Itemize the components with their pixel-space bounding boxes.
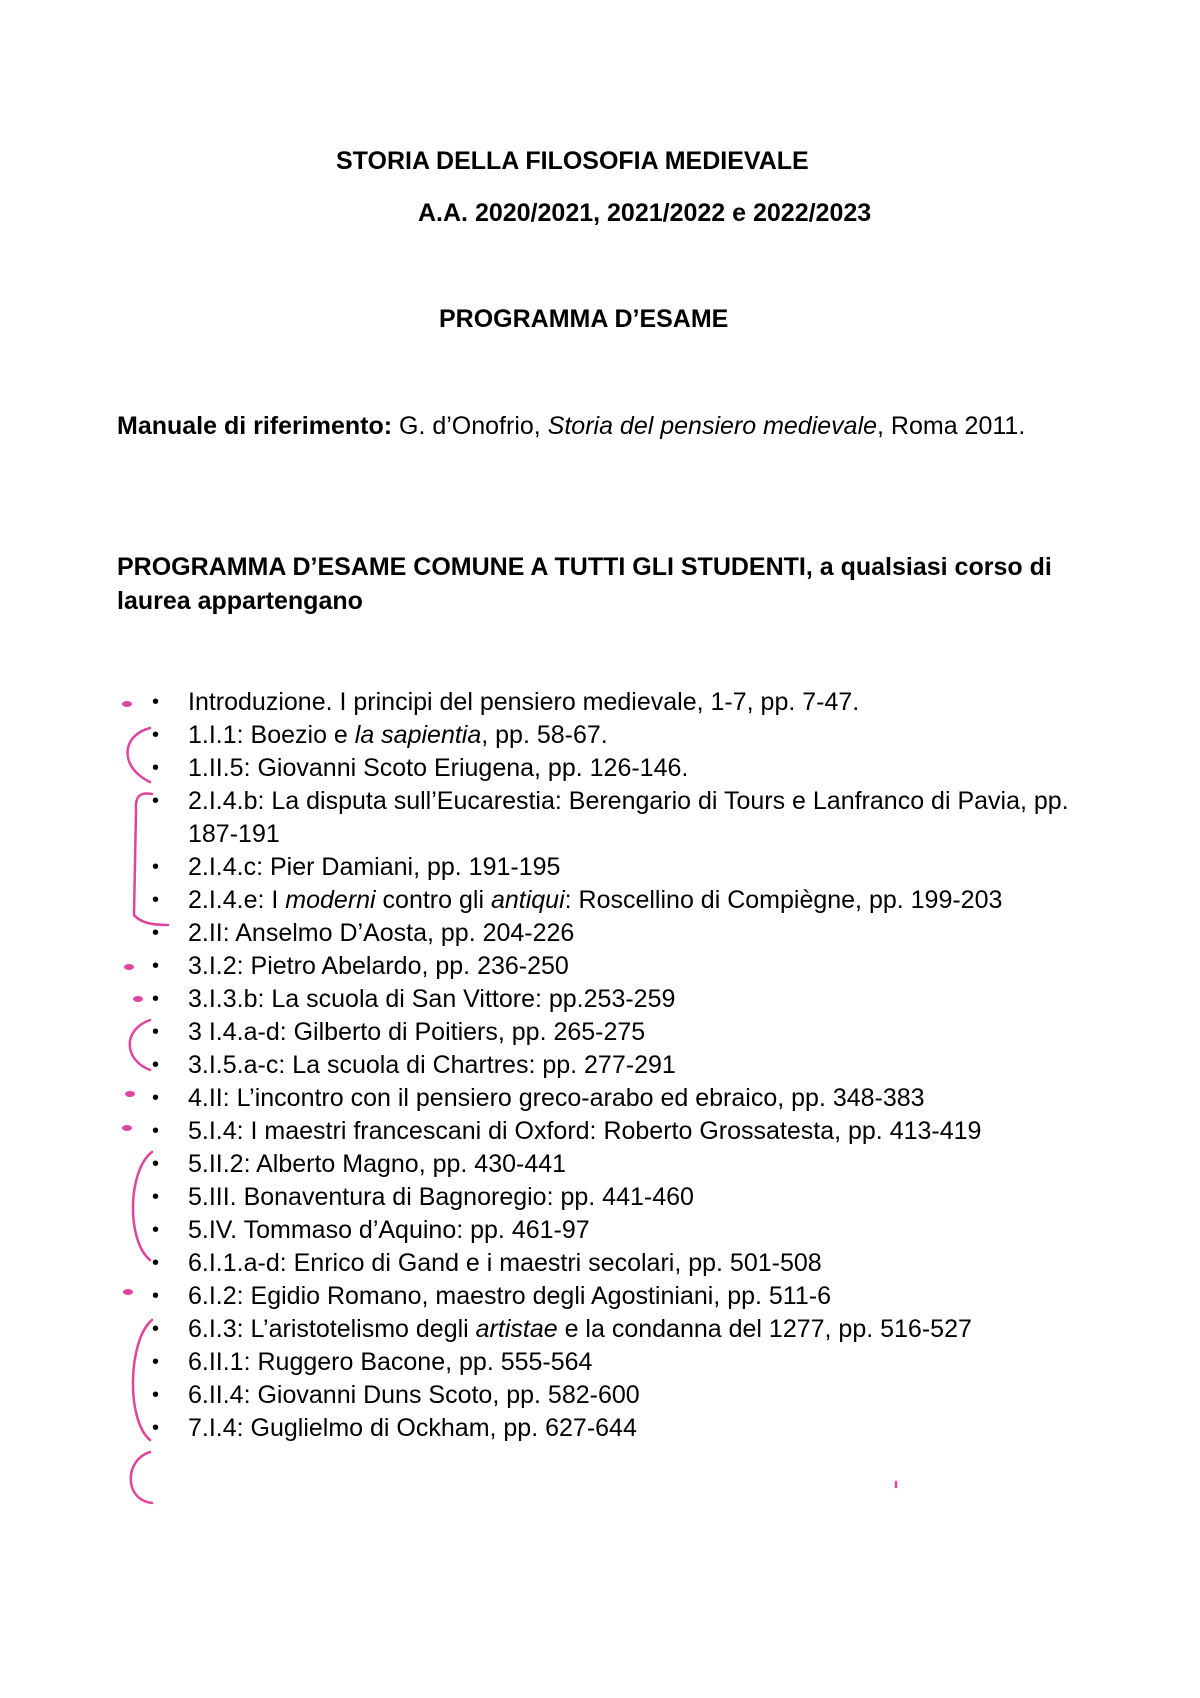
list-item: • 5.I.4: I maestri francescani di Oxford: Roberto Grossatesta, pp. 413-419 [0, 1115, 1074, 1148]
exam-topic-list [0, 686, 1074, 1445]
list-item: • 6.I.1.a-d: Enrico di Gand e i maestri secolari, pp. 501-508 [0, 1247, 1074, 1280]
bullet-icon: • [152, 955, 160, 977]
list-item: • 1.II.5: Giovanni Scoto Eriugena, pp. 126-146. [0, 752, 1074, 785]
list-item: • 2.II: Anselmo D’Aosta, pp. 204-226 [0, 917, 1074, 950]
bullet-icon: • [152, 790, 160, 812]
bullet-icon: • [152, 757, 160, 779]
bullet-icon: • [152, 1384, 160, 1406]
bullet-icon: • [152, 1219, 160, 1241]
bullet-icon: • [152, 1285, 160, 1307]
list-item: • 2.I.4.e: I moderni contro gli antiqui: Roscellino di Compiègne, pp. 199-203 [0, 884, 1074, 917]
list-item: • Introduzione. I principi del pensiero medievale, 1-7, pp. 7-47. [0, 686, 1074, 719]
list-item: • 7.I.4: Guglielmo di Ockham, pp. 627-644 [0, 1412, 1074, 1445]
list-item: • 4.II: L’incontro con il pensiero greco-arabo ed ebraico, pp. 348-383 [0, 1082, 1074, 1115]
bullet-icon: • [152, 1252, 160, 1274]
list-item: • 2.I.4.c: Pier Damiani, pp. 191-195 [0, 851, 1074, 884]
bullet-icon: • [152, 691, 160, 713]
common-program-heading: PROGRAMMA D’ESAME COMUNE A TUTTI GLI STUDENTI, a qualsiasi corso di laurea appartengano [117, 553, 1052, 615]
bullet-icon: • [152, 1054, 160, 1076]
bullet-icon: • [152, 1186, 160, 1208]
bullet-icon: • [152, 1417, 160, 1439]
reference-manual-author: G. d’Onofrio, [392, 412, 548, 440]
bullet-icon: • [152, 1351, 160, 1373]
bullet-icon: • [152, 1021, 160, 1043]
bullet-icon: • [152, 1318, 160, 1340]
academic-years: A.A. 2020/2021, 2021/2022 e 2022/2023 [418, 199, 872, 227]
list-item: • 5.II.2: Alberto Magno, pp. 430-441 [0, 1148, 1074, 1181]
list-item: • 5.III. Bonaventura di Bagnoregio: pp. 441-460 [0, 1181, 1074, 1214]
exam-program-heading: PROGRAMMA D’ESAME [439, 305, 729, 333]
document-title: STORIA DELLA FILOSOFIA MEDIEVALE [336, 147, 809, 175]
list-item: • 5.IV. Tommaso d’Aquino: pp. 461-97 [0, 1214, 1074, 1247]
reference-manual-book-title: Storia del pensiero medievale [547, 412, 878, 440]
reference-manual-place-year: , Roma 2011. [877, 412, 1026, 440]
bullet-icon: • [152, 889, 160, 911]
list-item: • 6.I.3: L’aristotelismo degli artistae e la condanna del 1277, pp. 516-527 [0, 1313, 1074, 1346]
list-item: • 1.I.1: Boezio e la sapientia, pp. 58-67. [0, 719, 1074, 752]
list-item: • 2.I.4.b: La disputa sull’Eucarestia: Berengario di Tours e Lanfranco di Pavia, pp. 187-191 [152, 787, 1069, 848]
bullet-icon: • [152, 724, 160, 746]
reference-manual-label: Manuale di riferimento: [117, 412, 393, 440]
bullet-icon: • [152, 988, 160, 1010]
list-item: • 3 I.4.a-d: Gilberto di Poitiers, pp. 265-275 [0, 1016, 1074, 1049]
bullet-icon: • [152, 1120, 160, 1142]
reference-manual [117, 409, 1097, 443]
bullet-icon: • [152, 1153, 160, 1175]
bullet-icon: • [152, 1087, 160, 1109]
list-item: • 3.I.2: Pietro Abelardo, pp. 236-250 [0, 950, 1074, 983]
list-item: • 6.I.2: Egidio Romano, maestro degli Agostiniani, pp. 511-6 [0, 1280, 1074, 1313]
list-item: • 6.II.4: Giovanni Duns Scoto, pp. 582-600 [0, 1379, 1074, 1412]
list-item: • 3.I.3.b: La scuola di San Vittore: pp.253-259 [0, 983, 1074, 1016]
bullet-icon: • [152, 922, 160, 944]
list-item: • 3.I.5.a-c: La scuola di Chartres: pp. 277-291 [0, 1049, 1074, 1082]
pink-bracket-mark [131, 1452, 152, 1503]
bullet-icon: • [152, 856, 160, 878]
list-item: • 6.II.1: Ruggero Bacone, pp. 555-564 [0, 1346, 1074, 1379]
